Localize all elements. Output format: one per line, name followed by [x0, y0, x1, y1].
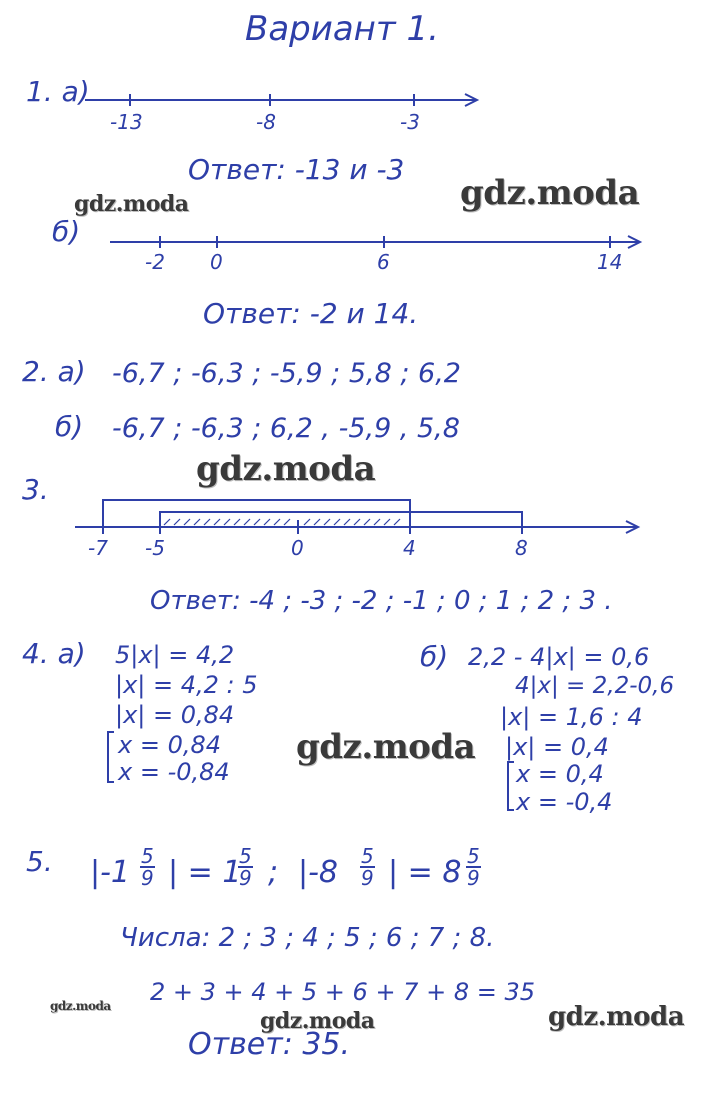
watermark: gdz.moda	[296, 727, 476, 767]
tick-label: 4	[403, 536, 416, 560]
task4-a-line: x = 0,84	[118, 731, 222, 759]
fraction-denominator: 9	[467, 866, 480, 890]
fraction	[466, 846, 481, 888]
number-line-1a	[85, 94, 477, 106]
tick-label: -2	[145, 250, 165, 274]
fraction	[140, 846, 155, 888]
task4-b-line: 2,2 - 4|x| = 0,6	[468, 643, 650, 671]
number-line-1b	[110, 236, 640, 248]
task2-label-a: 2. а)	[22, 355, 86, 388]
tick-label: -8	[256, 110, 276, 134]
task5-expr2-close: | = 8	[388, 855, 462, 890]
task4-b-line: |x| = 1,6 : 4	[500, 703, 643, 731]
tick-label: 8	[515, 536, 528, 560]
task4-b-line: x = 0,4	[516, 760, 604, 788]
task4-b-line: |x| = 0,4	[505, 733, 609, 761]
task4-a-line: 5|x| = 4,2	[115, 641, 235, 669]
task5-semicolon: ;	[268, 855, 279, 890]
tick-label: 6	[377, 250, 390, 274]
fraction-denominator: 9	[361, 866, 374, 890]
page-title: Вариант 1.	[245, 9, 439, 49]
task4-b-line: x = -0,4	[516, 788, 613, 816]
watermark: gdz.moda	[260, 1008, 375, 1034]
fraction-numerator: 5	[141, 844, 154, 868]
watermark: gdz.moda	[50, 999, 111, 1013]
task5-numbers: Числа: 2 ; 3 ; 4 ; 5 ; 6 ; 7 ; 8.	[120, 923, 495, 953]
fraction	[238, 846, 253, 888]
watermark: gdz.moda	[548, 1002, 685, 1032]
tick-label: -13	[110, 110, 143, 134]
task1-label-a: 1. а)	[26, 75, 90, 108]
tick-label: 0	[291, 536, 304, 560]
task5-expr2-open: |-8	[298, 855, 339, 890]
tick-label: 14	[597, 250, 623, 274]
task2-label-b: б)	[55, 410, 84, 443]
tick-label: -5	[145, 536, 165, 560]
task5-expr1-open: |-1	[90, 855, 131, 890]
watermark: gdz.moda	[460, 173, 640, 213]
fraction-denominator: 9	[239, 866, 252, 890]
task1-answer-a: Ответ: -13 и -3	[188, 153, 405, 186]
task4-a-line: x = -0,84	[118, 758, 230, 786]
fraction	[360, 846, 375, 888]
fraction-numerator: 5	[361, 844, 374, 868]
task2-row-b: -6,7 ; -6,3 ; 6,2 , -5,9 , 5,8	[112, 413, 460, 444]
tick-label: 0	[210, 250, 223, 274]
task3-answer: Ответ: -4 ; -3 ; -2 ; -1 ; 0 ; 1 ; 2 ; 3 .	[150, 586, 613, 616]
task5-label: 5.	[26, 845, 53, 878]
fraction-numerator: 5	[467, 844, 480, 868]
task4-a-line: |x| = 4,2 : 5	[115, 671, 258, 699]
number-line-3	[75, 500, 638, 534]
task1-label-b: б)	[52, 215, 81, 248]
task4-label-a: 4. а)	[22, 637, 86, 670]
task5-sum: 2 + 3 + 4 + 5 + 6 + 7 + 8 = 35	[150, 978, 535, 1006]
hatched-interval	[164, 519, 400, 525]
task1-answer-b: Ответ: -2 и 14.	[203, 297, 419, 330]
task5-expr1-close: | = 1	[168, 855, 242, 890]
task3-label: 3.	[22, 473, 49, 506]
tick-label: -7	[88, 536, 108, 560]
task2-row-a: -6,7 ; -6,3 ; -5,9 ; 5,8 ; 6,2	[112, 358, 461, 389]
fraction-denominator: 9	[141, 866, 154, 890]
task5-answer: Ответ: 35.	[188, 1027, 351, 1062]
watermark: gdz.moda	[74, 191, 189, 217]
watermark: gdz.moda	[196, 449, 376, 489]
fraction-numerator: 5	[239, 844, 252, 868]
task4-b-line: 4|x| = 2,2-0,6	[515, 673, 675, 699]
task4-a-line: |x| = 0,84	[115, 701, 235, 729]
tick-label: -3	[400, 110, 420, 134]
task4-label-b: б)	[420, 640, 449, 673]
